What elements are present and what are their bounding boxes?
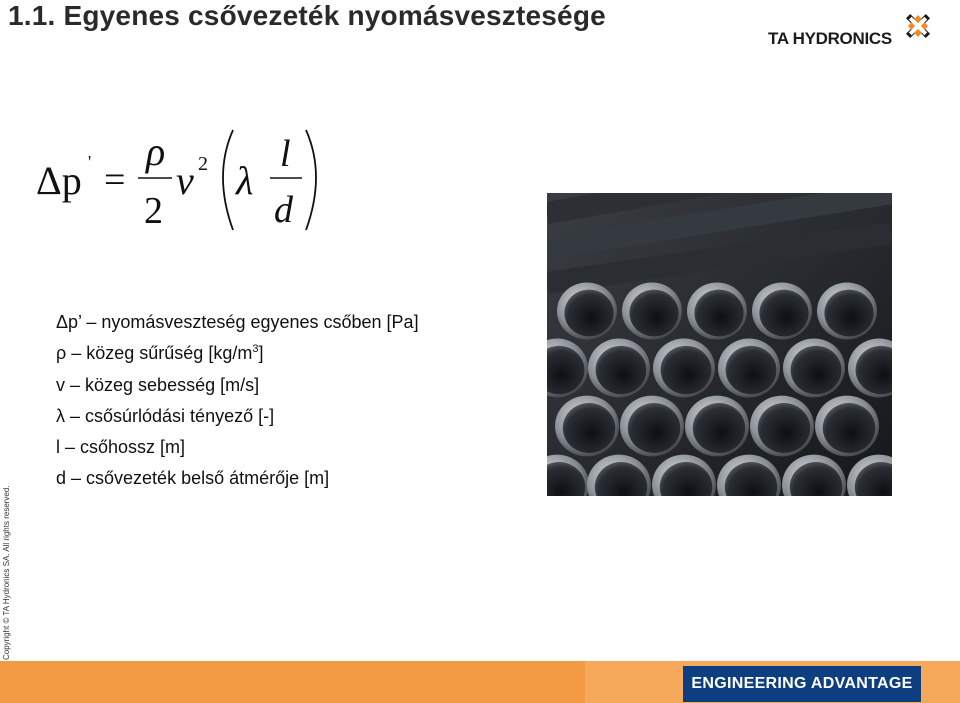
pipe-bore — [758, 403, 810, 453]
legend-item-d: d – csővezeték belső átmérője [m] — [56, 468, 330, 489]
pipe-bore — [564, 290, 613, 337]
legend-item-l: l – csőhossz [m] — [56, 437, 186, 458]
formula-left-paren — [223, 130, 233, 230]
formula-right-paren — [306, 130, 316, 230]
steel-pipes-photo — [547, 193, 892, 496]
legend-item-v: v – közeg sebesség [m/s] — [56, 374, 260, 395]
formula-two: 2 — [144, 190, 163, 232]
footer-bar — [0, 661, 960, 703]
formula-delta: Δp — [36, 158, 82, 203]
variable-legend — [56, 312, 419, 500]
pipe-bore — [596, 346, 647, 394]
ta-hydronics-logo — [764, 12, 934, 52]
pipe-bore — [693, 403, 745, 453]
pressure-loss-formula — [30, 120, 340, 240]
copyright-notice: Copyright © TA Hydronics SA. All rights reserved. — [2, 485, 11, 660]
legend-item-delta-p: Δp’ – nyomásveszteség egyenes csőben [Pa] — [56, 312, 419, 332]
formula-rho: ρ — [146, 129, 166, 174]
pipe-bore — [824, 290, 873, 337]
pipe-bore — [726, 346, 777, 394]
formula-prime: ' — [88, 152, 92, 172]
formula-lambda: λ — [236, 158, 254, 203]
pipe-bore — [629, 290, 678, 337]
pipe-bore — [694, 290, 743, 337]
pipe-bore — [563, 403, 615, 453]
engineering-advantage-badge: ENGINEERING ADVANTAGE — [683, 666, 921, 702]
ta-hydronics-logo-icon — [904, 12, 932, 40]
formula-l: l — [280, 133, 291, 175]
pipe-bore — [661, 346, 712, 394]
pipe-bore — [791, 346, 842, 394]
formula-d: d — [274, 189, 293, 231]
pipe-bore — [759, 290, 808, 337]
formula-v-exponent: 2 — [198, 153, 208, 175]
slide-title: 1.1. Egyenes csővezeték nyomásvesztesége — [8, 0, 606, 31]
legend-item-lambda: λ – csősúrlódási tényező [-] — [56, 405, 275, 426]
pipe-bore — [823, 403, 875, 453]
pipe-bore — [628, 403, 680, 453]
logo-text: TA HYDRONICS — [768, 29, 892, 48]
legend-item-rho: ρ – közeg sűrűség $[kg/m^3]$ — [56, 343, 264, 364]
formula-v: v — [176, 158, 194, 203]
formula-equals: = — [104, 159, 126, 201]
